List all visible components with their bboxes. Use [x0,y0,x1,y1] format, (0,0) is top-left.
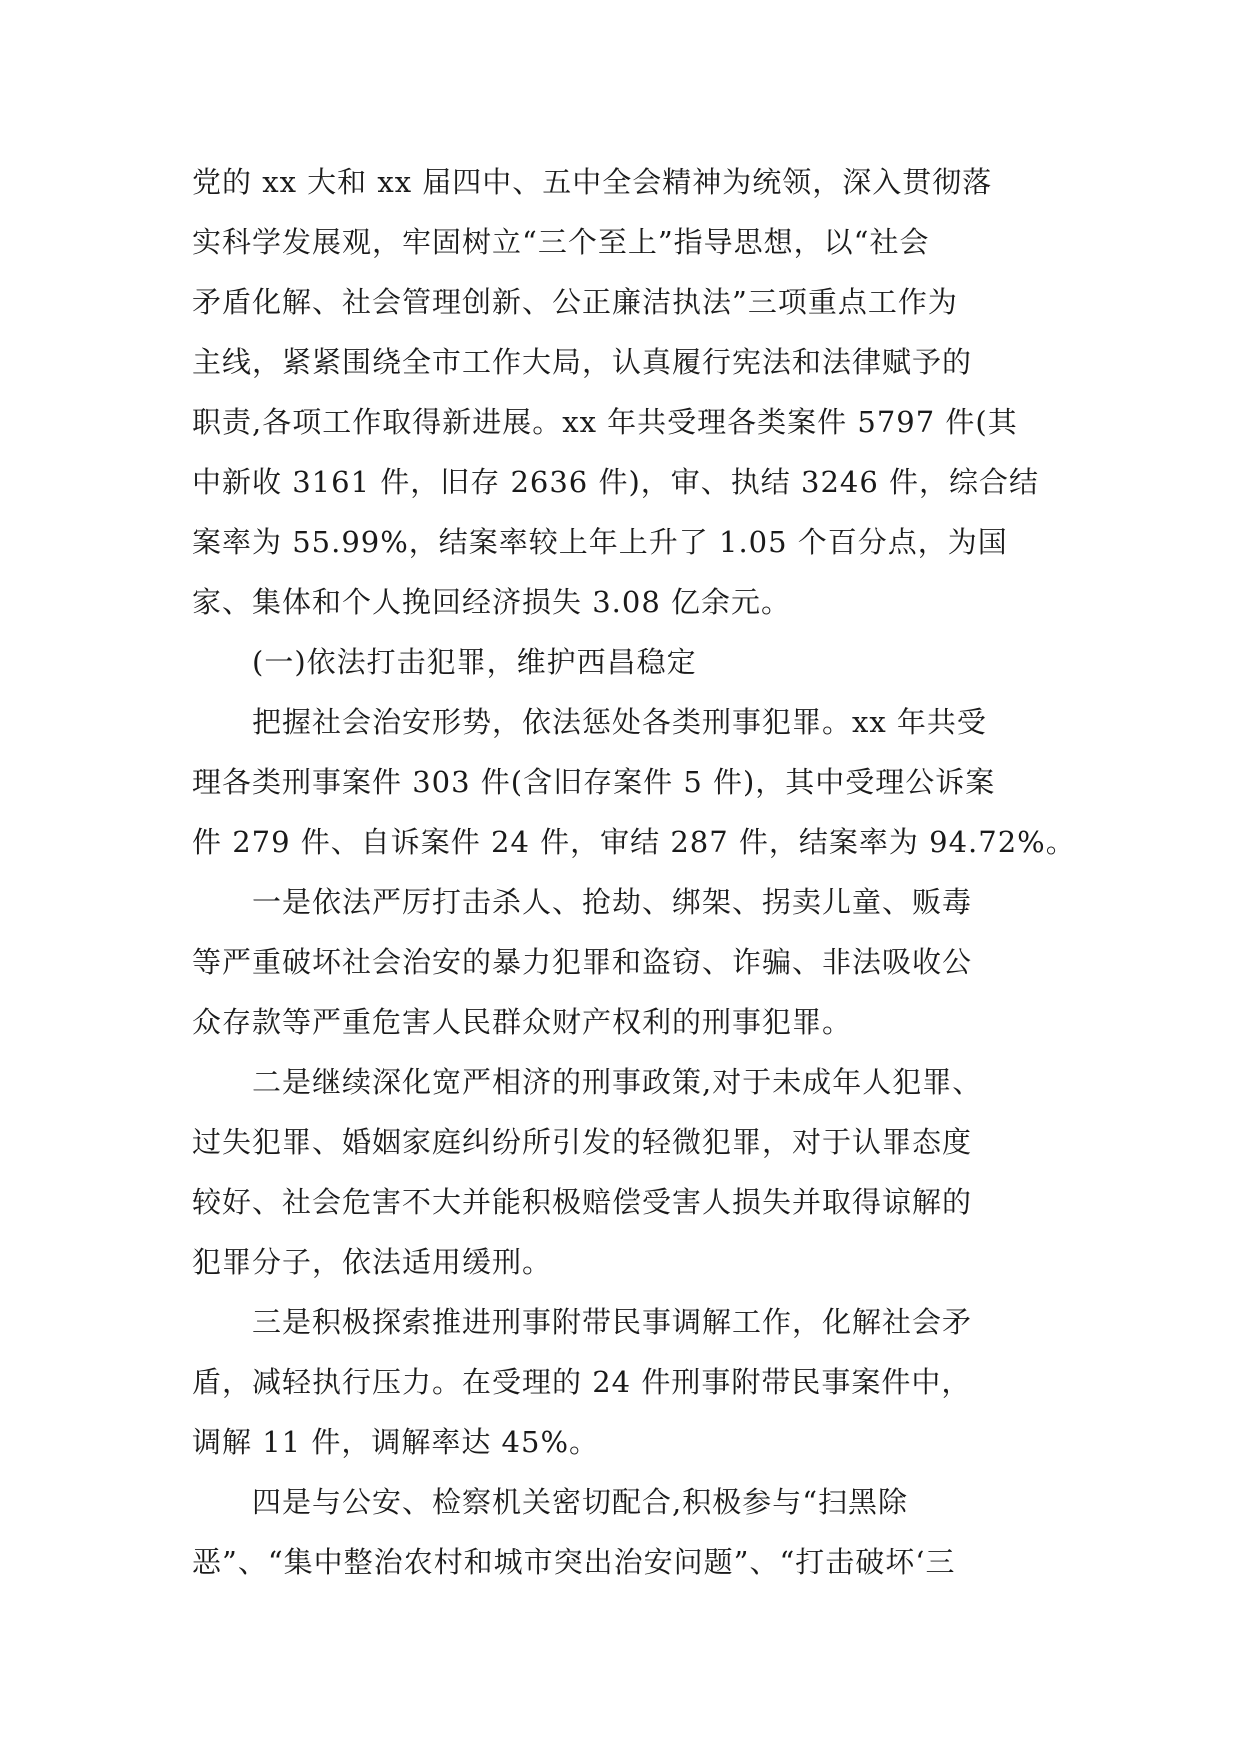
text-line: 职责,各项工作取得新进展。xx 年共受理各类案件 5797 件(其 [192,405,1018,439]
text-line: 过失犯罪、婚姻家庭纠纷所引发的轻微犯罪，对于认罪态度 [192,1125,973,1159]
text-line: 犯罪分子，依法适用缓刑。 [192,1245,553,1279]
text-line: 三是积极探索推进刑事附带民事调解工作，化解社会矛 [192,1305,973,1339]
text-line: 中新收 3161 件，旧存 2636 件)，审、执结 3246 件，综合结 [192,465,1040,499]
text-line: 件 279 件、自诉案件 24 件，审结 287 件，结案率为 94.72%。 [192,825,1076,859]
text-line: 案率为 55.99%，结案率较上年上升了 1.05 个百分点，为国 [192,525,1008,559]
text-line: 二是继续深化宽严相济的刑事政策,对于未成年人犯罪、 [192,1065,983,1099]
text-line: 众存款等严重危害人民群众财产权利的刑事犯罪。 [192,1005,853,1039]
text-line: 一是依法严厉打击杀人、抢劫、绑架、拐卖儿童、贩毒 [192,885,973,919]
text-line: 较好、社会危害不大并能积极赔偿受害人损失并取得谅解的 [192,1185,973,1219]
text-line: 矛盾化解、社会管理创新、公正廉洁执法”三项重点工作为 [192,285,958,319]
text-line: 主线，紧紧围绕全市工作大局，认真履行宪法和法律赋予的 [192,345,973,379]
text-line: 盾，减轻执行压力。在受理的 24 件刑事附带民事案件中， [192,1365,972,1399]
text-line: 党的 xx 大和 xx 届四中、五中全会精神为统领，深入贯彻落 [192,165,993,199]
text-line: 理各类刑事案件 303 件(含旧存案件 5 件)，其中受理公诉案 [192,765,996,799]
text-line: 等严重破坏社会治安的暴力犯罪和盗窃、诈骗、非法吸收公 [192,945,973,979]
document-body [192,152,1076,1592]
section-heading: (一)依法打击犯罪，维护西昌稳定 [192,645,697,679]
text-line: 恶”、“集中整治农村和城市突出治安问题”、“打击破坏‘三 [192,1545,956,1579]
text-line: 四是与公安、检察机关密切配合,积极参与“扫黑除 [192,1485,909,1519]
text-line: 实科学发展观，牢固树立“三个至上”指导思想，以“社会 [192,225,930,259]
text-line: 把握社会治安形势，依法惩处各类刑事犯罪。xx 年共受 [192,705,987,739]
text-line: 家、集体和个人挽回经济损失 3.08 亿余元。 [192,585,792,619]
text-line: 调解 11 件，调解率达 45%。 [192,1425,600,1459]
